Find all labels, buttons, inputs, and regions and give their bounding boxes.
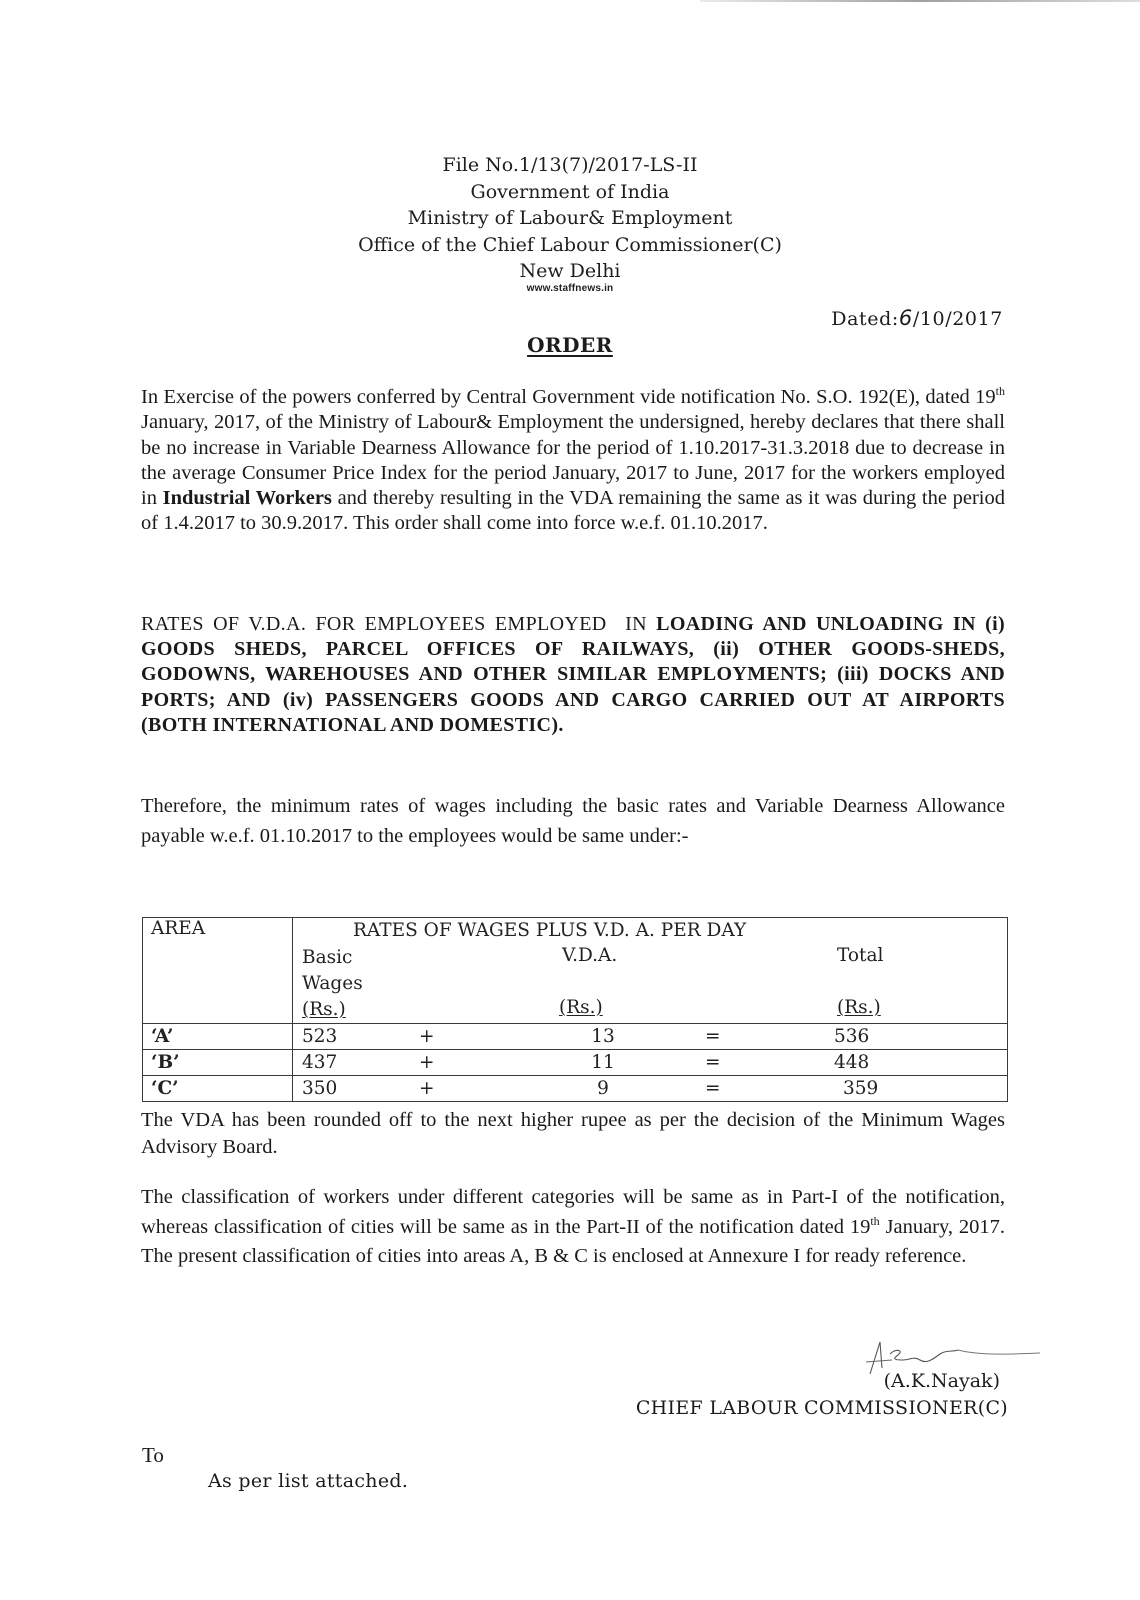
- superscript: th: [995, 384, 1005, 399]
- paragraph-text: and thereby resulting in the VDA remaining the same as it was during the period of 1.4.2017 to 30.9.2017. This order shall come into force w.e.f. 01.10.2017.: [141, 487, 1005, 535]
- ministry-name: Ministry of Labour& Employment: [407, 207, 733, 229]
- paragraph-rounding-note: The VDA has been rounded off to the next higher rupee as per the decision of the Minimum Wages Advisory Board.: [141, 1109, 1005, 1158]
- equals-sign: =: [705, 1026, 721, 1047]
- scan-edge-line: [700, 0, 1140, 2]
- total-value: 536: [834, 1026, 870, 1047]
- area-cell: ‘B’: [143, 1050, 293, 1076]
- bold-text: Industrial Workers: [162, 487, 332, 510]
- city-name: New Delhi: [519, 260, 621, 282]
- rates-header: [293, 918, 1008, 1024]
- basic-label: Basic: [302, 947, 353, 968]
- vda-unit: (Rs.): [559, 997, 603, 1018]
- order-title: ORDER: [527, 333, 613, 357]
- total-header: Total: [837, 945, 884, 966]
- plus-sign: +: [419, 1052, 435, 1073]
- addressee-value: As per list attached.: [208, 1470, 409, 1492]
- area-header: AREA: [143, 918, 293, 1024]
- signatory-designation: CHIEF LABOUR COMMISSIONER(C): [635, 1397, 1008, 1419]
- handwritten-day: 6: [898, 306, 913, 330]
- table-row: [143, 1076, 1008, 1102]
- signatory-name: (A.K.Nayak): [883, 1370, 1000, 1392]
- wage-rates-table: [142, 917, 1008, 1102]
- paragraph-text: January, 2017. The present classification of cities into areas A, B & C is enclosed at Annexure I for ready reference.: [141, 1215, 1005, 1267]
- date-prefix: Dated:: [831, 308, 899, 330]
- paragraph-vda-rates-scope: [141, 612, 1005, 738]
- total-value: 448: [834, 1052, 870, 1073]
- equals-sign: =: [705, 1052, 721, 1073]
- superscript: th: [870, 1213, 880, 1228]
- plus-sign: +: [419, 1026, 435, 1047]
- paragraph-text: RATES OF V.D.A. FOR EMPLOYEES EMPLOYED IN: [141, 613, 657, 635]
- order-date: [831, 306, 1003, 330]
- paragraph-notification: [141, 385, 1005, 537]
- bold-text: LOADING AND UNLOADING IN (i) GOODS SHEDS, PARCEL OFFICES OF RAILWAYS, (ii) OTHER GOODS-SHEDS, GODOWNS, WAREHOUSES AND OTHER SIMILAR EMPLOYMENTS; (iii) DOCKS AND PORTS; AND (iv) PASSENGERS GOODS AND CARGO CARRIED OUT AT AIRPORTS (BOTH INTERNATIONAL AND DOMESTIC).: [141, 613, 1005, 736]
- table-row: [143, 1024, 1008, 1050]
- paragraph-classification: [141, 1183, 1005, 1272]
- addressee-label: To: [142, 1443, 164, 1467]
- equals-sign: =: [705, 1078, 721, 1099]
- letterhead: [300, 152, 840, 295]
- basic-wages-header: [302, 945, 363, 1023]
- paragraph-minimum-rates: Therefore, the minimum rates of wages including the basic rates and Variable Dearness Allowance payable w.e.f. 01.10.2017 to the employees would be same under:-: [141, 795, 1005, 847]
- paragraph-text: The classification of workers under different categories will be same as in Part-I of the notification, whereas classification of cities will be same as in the Part-II of the notification dated 19: [141, 1186, 1005, 1238]
- government-name: Government of India: [470, 180, 670, 203]
- area-cell: ‘C’: [143, 1076, 293, 1102]
- date-rest: /10/2017: [912, 308, 1003, 330]
- rate-cell: [293, 1076, 1008, 1102]
- table-header-row: [143, 918, 1008, 1024]
- file-number: File No.1/13(7)/2017-LS-II: [442, 154, 698, 176]
- paragraph-text: In Exercise of the powers conferred by Central Government vide notification No. S.O. 192(E), dated 19: [141, 386, 996, 408]
- basic-value: 523: [302, 1026, 338, 1047]
- plus-sign: +: [419, 1078, 435, 1099]
- total-value: 359: [843, 1078, 879, 1099]
- group-header: RATES OF WAGES PLUS V.D. A. PER DAY: [353, 920, 747, 941]
- watermark: www.staffnews.in: [526, 282, 614, 294]
- basic-value: 437: [302, 1052, 338, 1073]
- vda-value: 11: [591, 1052, 615, 1073]
- rate-cell: [293, 1024, 1008, 1050]
- rate-cell: [293, 1050, 1008, 1076]
- area-cell: ‘A’: [143, 1024, 293, 1050]
- basic-value: 350: [302, 1078, 338, 1099]
- paragraph-text: January, 2017, of the Ministry of Labour& Employment the undersigned, hereby declares that there shall be no increase in Variable Dearness Allowance for the period of 1.10.2017-31.3.2018 due to decrease in the average Consumer Price Index for the period January, 2017 to June, 2017 for the workers employed in: [141, 411, 1005, 510]
- vda-value: 13: [591, 1026, 615, 1047]
- vda-header: V.D.A.: [562, 945, 618, 966]
- basic-unit: (Rs.): [302, 999, 346, 1020]
- wages-label: Wages: [302, 973, 363, 994]
- office-name: Office of the Chief Labour Commissioner(C): [358, 233, 782, 256]
- total-unit: (Rs.): [837, 997, 881, 1018]
- vda-value: 9: [597, 1078, 609, 1099]
- table-row: [143, 1050, 1008, 1076]
